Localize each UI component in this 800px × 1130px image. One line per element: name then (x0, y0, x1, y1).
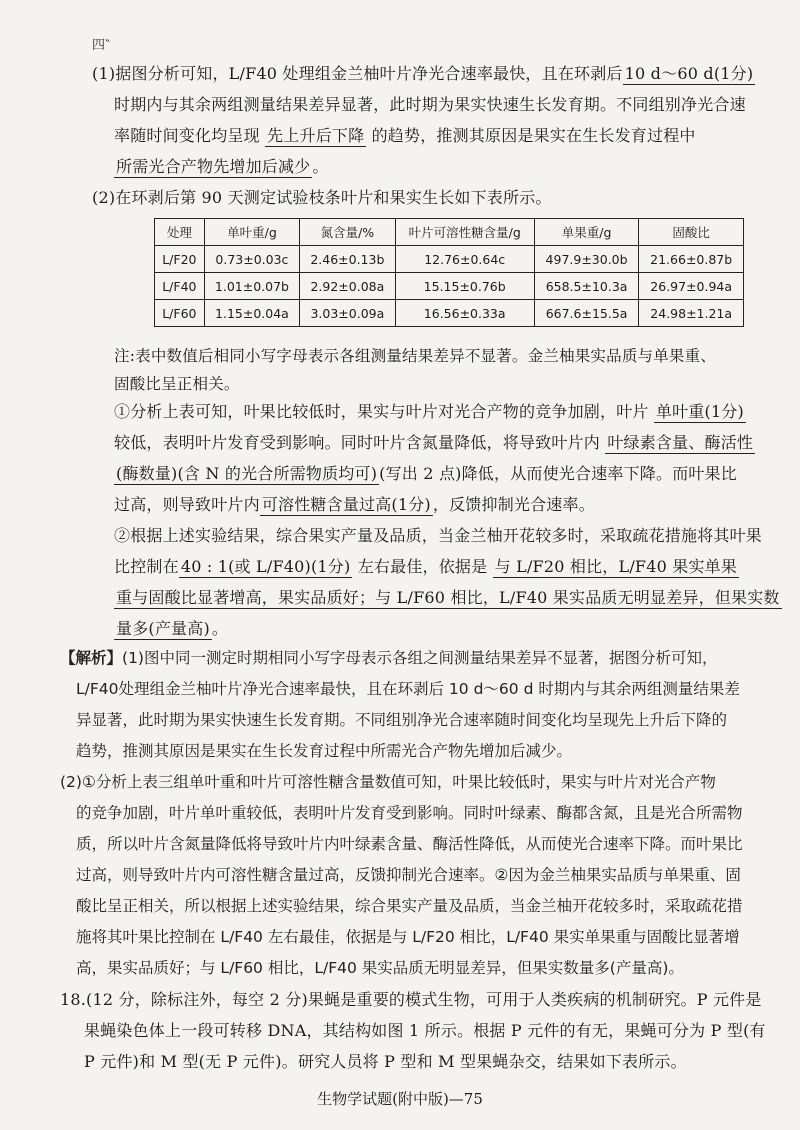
solution-line: 【解析】(1)图中同一测定时期相同小写字母表示各组之间测量结果差异不显著，据图分析可知， (60, 649, 718, 667)
corner-mark: 四‶ (92, 38, 110, 53)
table-row (155, 300, 744, 327)
part1-line-4: 所需光合产物先增加后减少 。 (116, 157, 329, 176)
solution-line: 趋势，推测其原因是果实在生长发育过程中所需光合产物先增加后减少。 (76, 742, 573, 760)
q18-line-2: 果蝇染色体上一段可转移 DNA，其结构如图 1 所示。根据 P 元件的有无，果蝇可分为 P 型(有 (84, 1021, 766, 1040)
table-cell: 497.9±30.0b (534, 246, 639, 273)
solution-line: 质，所以叶片含氮量降低将导致叶片内叶绿素含量、酶活性降低，从而使光合速率下降。而叶果比 (76, 835, 743, 853)
solution-line: (2)①分析上表三组单叶重和叶片可溶性糖含量数值可知，叶果比较低时，果实与叶片对光合产物 (60, 773, 716, 791)
table-cell: 1.01±0.07b (204, 273, 299, 300)
answer-blank: 可溶性糖含量过高(1分) (261, 495, 431, 514)
solution-line: 施将其叶果比控制在 L/F40 左右最佳，依据是与 L/F20 相比，L/F40 果实单果重与固酸比显著增 (76, 928, 740, 946)
solution-line: 酸比呈正相关，所以根据上述实验结果，综合果实产量及品质，当金兰柚开花较多时，采取疏花措 (76, 897, 743, 915)
sub1-line-2: 较低，表明叶片发育受到影响。同时叶片含氮量降低，将导致叶片内 叶绿素含量、酶活性 (114, 433, 754, 452)
sub1-line-3: (酶数量)(含 N 的光合所需物质均可) (写出 2 点)降低，从而使光合速率下降。而叶果比 (116, 464, 737, 483)
sub1-line-4: 过高，则导致叶片内 可溶性糖含量过高(1分) ，反馈抑制光合速率。 (114, 495, 595, 514)
table-cell: 0.73±0.03c (204, 246, 299, 273)
table-cell: L/F20 (155, 246, 205, 273)
table-cell: 24.98±1.21a (639, 300, 744, 327)
sub2-line-2: 比控制在 40 : 1(或 L/F40)(1分) 左右最佳，依据是 与 L/F20 相比，L/F40 果实单果 (114, 557, 738, 576)
table-header: 单叶重/g (204, 219, 299, 246)
answer-blank: 与 L/F20 相比，L/F40 果实单果 (494, 557, 738, 576)
table-cell: 658.5±10.3a (534, 273, 639, 300)
table-note-line-2: 固酸比呈正相关。 (114, 375, 240, 393)
solution-line: L/F40处理组金兰柚叶片净光合速率最快，且在环剥后 10 d～60 d 时期内与其余两组测量结果差 (76, 680, 740, 698)
table-header: 处理 (155, 219, 205, 246)
table-header: 氮含量/% (300, 219, 395, 246)
answer-blank: 先上升后下降 (267, 126, 365, 145)
sub2-line-4: 量多(产量高) 。 (116, 619, 229, 638)
table-cell: 2.92±0.08a (300, 273, 395, 300)
data-table (154, 218, 744, 327)
table-cell: 3.03±0.09a (300, 300, 395, 327)
table-header-row (155, 219, 744, 246)
table-cell: 667.6±15.5a (534, 300, 639, 327)
answer-blank: 单叶重(1分) (655, 402, 744, 421)
part1-line-1: (1)据图分析可知，L/F40 处理组金兰柚叶片净光合速率最快，且在环剥后 10 d～60 d(1分) (92, 64, 754, 83)
table-cell: 2.46±0.13b (300, 246, 395, 273)
answer-blank: 所需光合产物先增加后减少 (116, 157, 311, 176)
table-cell: 12.76±0.64c (395, 246, 534, 273)
q18-line-3: P 元件)和 M 型(无 P 元件)。研究人员将 P 型和 M 型果蝇杂交，结果如下表所示。 (84, 1052, 687, 1071)
q18-line-1: 18.(12 分，除标注外，每空 2 分)果蝇是重要的模式生物，可用于人类疾病的机制研究。P 元件是 (60, 990, 762, 1009)
table-cell: 26.97±0.94a (639, 273, 744, 300)
table-cell: 15.15±0.76b (395, 273, 534, 300)
table-cell: L/F60 (155, 300, 205, 327)
solution-line: 高，果实品质好；与 L/F60 相比，L/F40 果实品质无明显差异，但果实数量多(产量高)。 (76, 959, 684, 977)
solution-line: 的竞争加剧，叶片单叶重较低，表明叶片发育受到影响。同时叶绿素、酶都含氮，且是光合所需物 (76, 804, 743, 822)
answer-blank: 叶绿素含量、酶活性 (607, 433, 754, 452)
page-footer: 生物学试题(附中版)—75 (317, 1090, 483, 1108)
solution-line: 异显著，此时期为果实快速生长发育期。不同组别净光合速率随时间变化均呈现先上升后下降的 (76, 711, 728, 729)
part2-intro: (2)在环剥后第 90 天测定试验枝条叶片和果实生长如下表所示。 (92, 188, 552, 207)
sub2-line-1: ②根据上述实验结果，综合果实产量及品质，当金兰柚开花较多时，采取疏花措施将其叶果 (114, 526, 763, 545)
answer-blank: (酶数量)(含 N 的光合所需物质均可) (116, 464, 378, 483)
solution-line: 过高，则导致叶片内可溶性糖含量过高，反馈抑制光合速率。②因为金兰柚果实品质与单果重、固 (76, 866, 741, 884)
answer-blank: 40 : 1(或 L/F40)(1分) (180, 557, 351, 576)
answer-blank: 10 d～60 d(1分) (624, 64, 754, 83)
table-cell: L/F40 (155, 273, 205, 300)
table-header: 叶片可溶性糖含量/g (395, 219, 534, 246)
table-header: 单果重/g (534, 219, 639, 246)
table-cell: 16.56±0.33a (395, 300, 534, 327)
table-cell: 1.15±0.04a (204, 300, 299, 327)
part1-line-2: 时期内与其余两组测量结果差异显著，此时期为果实快速生长发育期。不同组别净光合速 (114, 95, 746, 114)
sub2-line-3 (114, 588, 782, 609)
sub1-line-1: ①分析上表可知，叶果比较低时，果实与叶片对光合产物的竞争加剧，叶片 单叶重(1分) (114, 402, 744, 421)
answer-blank: 量多(产量高) (116, 619, 210, 638)
part1-line-3: 率随时间变化均呈现 先上升后下降 的趋势，推测其原因是果实在生长发育过程中 (114, 126, 696, 145)
table-note-line-1: 注:表中数值后相同小写字母表示各组测量结果差异不显著。金兰柚果实品质与单果重、 (114, 347, 717, 365)
answer-blank: 重与固酸比显著增高，果实品质好；与 L/F60 相比，L/F40 果实品质无明显差异，但果实数 (116, 588, 780, 607)
table-row (155, 273, 744, 300)
table-header: 固酸比 (639, 219, 744, 246)
table-row (155, 246, 744, 273)
solution-label: 【解析】 (60, 649, 123, 667)
table-cell: 21.66±0.87b (639, 246, 744, 273)
